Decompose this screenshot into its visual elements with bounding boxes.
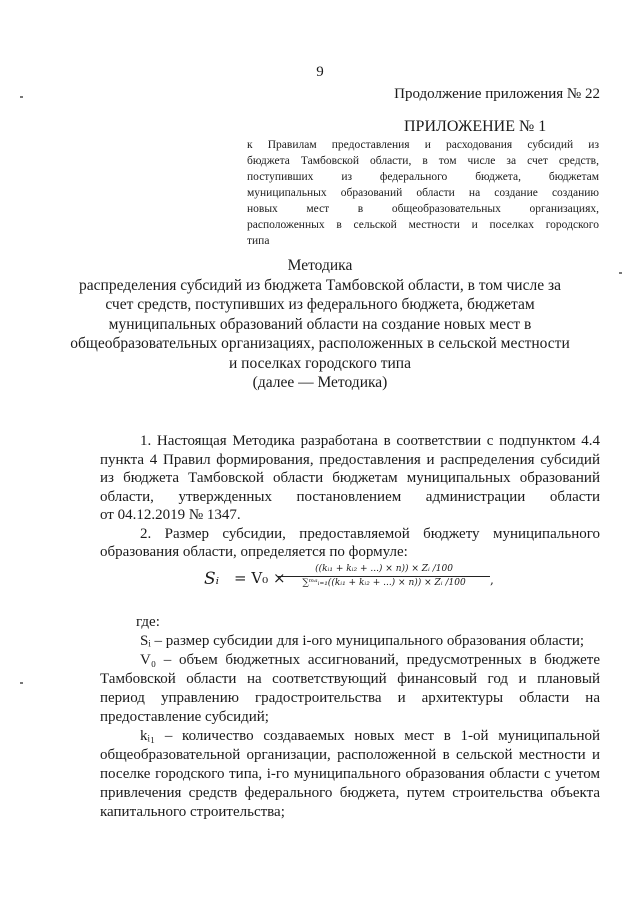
page-number: 9 <box>316 64 324 80</box>
title-line: (далее — Методика) <box>252 374 388 391</box>
body-paragraphs <box>100 432 600 562</box>
definition-line: поселке городского типа, i-го муниципального образования области с учетом <box>100 766 600 782</box>
formula-lhs: Sᵢ <box>204 569 220 589</box>
definition-line: капитального строительства; <box>100 804 285 820</box>
appendix-title: ПРИЛОЖЕНИЕ № 1 <box>404 118 547 135</box>
where-label: где: <box>136 614 160 630</box>
scan-margin-mark <box>20 96 23 98</box>
appendix-line: типа <box>247 235 270 247</box>
scan-margin-mark <box>20 682 23 684</box>
definition-line: привлечения средств федерального бюджета, путем строительства объекта <box>100 785 600 801</box>
appendix-line: новых мест в общеобразовательных организациях, <box>247 203 599 215</box>
definition-line: предоставление субсидий; <box>100 709 269 725</box>
title-line: муниципальных образований области на создание новых мест в <box>108 315 532 333</box>
definition-line: kᵢ₁ – количество создаваемых новых мест в 1-ой муниципальной <box>140 728 600 744</box>
formula-fraction <box>278 563 490 590</box>
appendix-line: к Правилам предоставления и расходования субсидий из <box>247 139 599 151</box>
title-line: общеобразовательных организациях, расположенных в сельской местности <box>70 335 570 352</box>
paragraph-line: из бюджета Тамбовской области бюджетам муниципальных образований <box>100 470 600 486</box>
appendix-line: бюджета Тамбовской области, в том числе за счет средств, <box>247 155 599 167</box>
appendix-line: муниципальных образований области на создание созданию <box>247 187 599 199</box>
document-title <box>40 256 600 393</box>
scan-margin-mark <box>619 272 622 274</box>
definition-line: V₀ – объем бюджетных ассигнований, предусмотренных в бюджете <box>140 652 600 668</box>
paragraph-line: от 04.12.2019 № 1347. <box>100 507 241 523</box>
title-line: счет средств, поступивших из федерального бюджета, бюджетам <box>105 296 535 313</box>
definitions <box>100 632 600 822</box>
definition-line: Sᵢ – размер субсидии для i-ого муниципального образования области; <box>140 633 585 649</box>
definition-line: период управлению градостроительства и архитектуры области на <box>100 690 600 706</box>
subsidy-formula <box>204 563 494 599</box>
appendix-line: поступивших из федерального бюджета, бюджетам <box>247 171 599 183</box>
paragraph-line: 2. Размер субсидии, предоставляемой бюджету муниципального <box>140 525 600 542</box>
continuation-heading: Продолжение приложения № 22 <box>394 86 600 102</box>
paragraph-line: образования области, определяется по формуле: <box>100 544 408 560</box>
appendix-line: расположенных в сельской местности и поселках городского <box>247 219 599 231</box>
formula-tail: , <box>490 573 494 587</box>
formula-operator: = V₀ × <box>234 569 286 587</box>
paragraph-line: пункта 4 Правил формирования, предоставления и распределения субсидий <box>100 451 600 468</box>
formula-numerator: ((kᵢ₁ + kᵢ₂ + ...) × n)) × Zᵢ /100 <box>278 563 490 577</box>
formula-denominator: ∑ᵐᵃᵢ₌₁((kᵢ₁ + kᵢ₂ + ...) × n)) × Zᵢ /100 <box>302 578 466 588</box>
appendix-reference <box>247 137 599 249</box>
title-line: распределения субсидий из бюджета Тамбовской области, в том числе за <box>79 276 561 294</box>
paragraph-line: 1. Настоящая Методика разработана в соответствии с подпунктом 4.4 <box>140 433 600 449</box>
definition-line: общеобразовательной организации, расположенной в сельской местности и <box>100 747 600 763</box>
definition-line: Тамбовской области на соответствующий финансовый год и плановый <box>100 671 600 687</box>
title-line: Методика <box>287 257 353 274</box>
paragraph-line: области, утвержденных постановлением администрации области <box>100 488 600 505</box>
title-line: и поселках городского типа <box>229 354 411 372</box>
